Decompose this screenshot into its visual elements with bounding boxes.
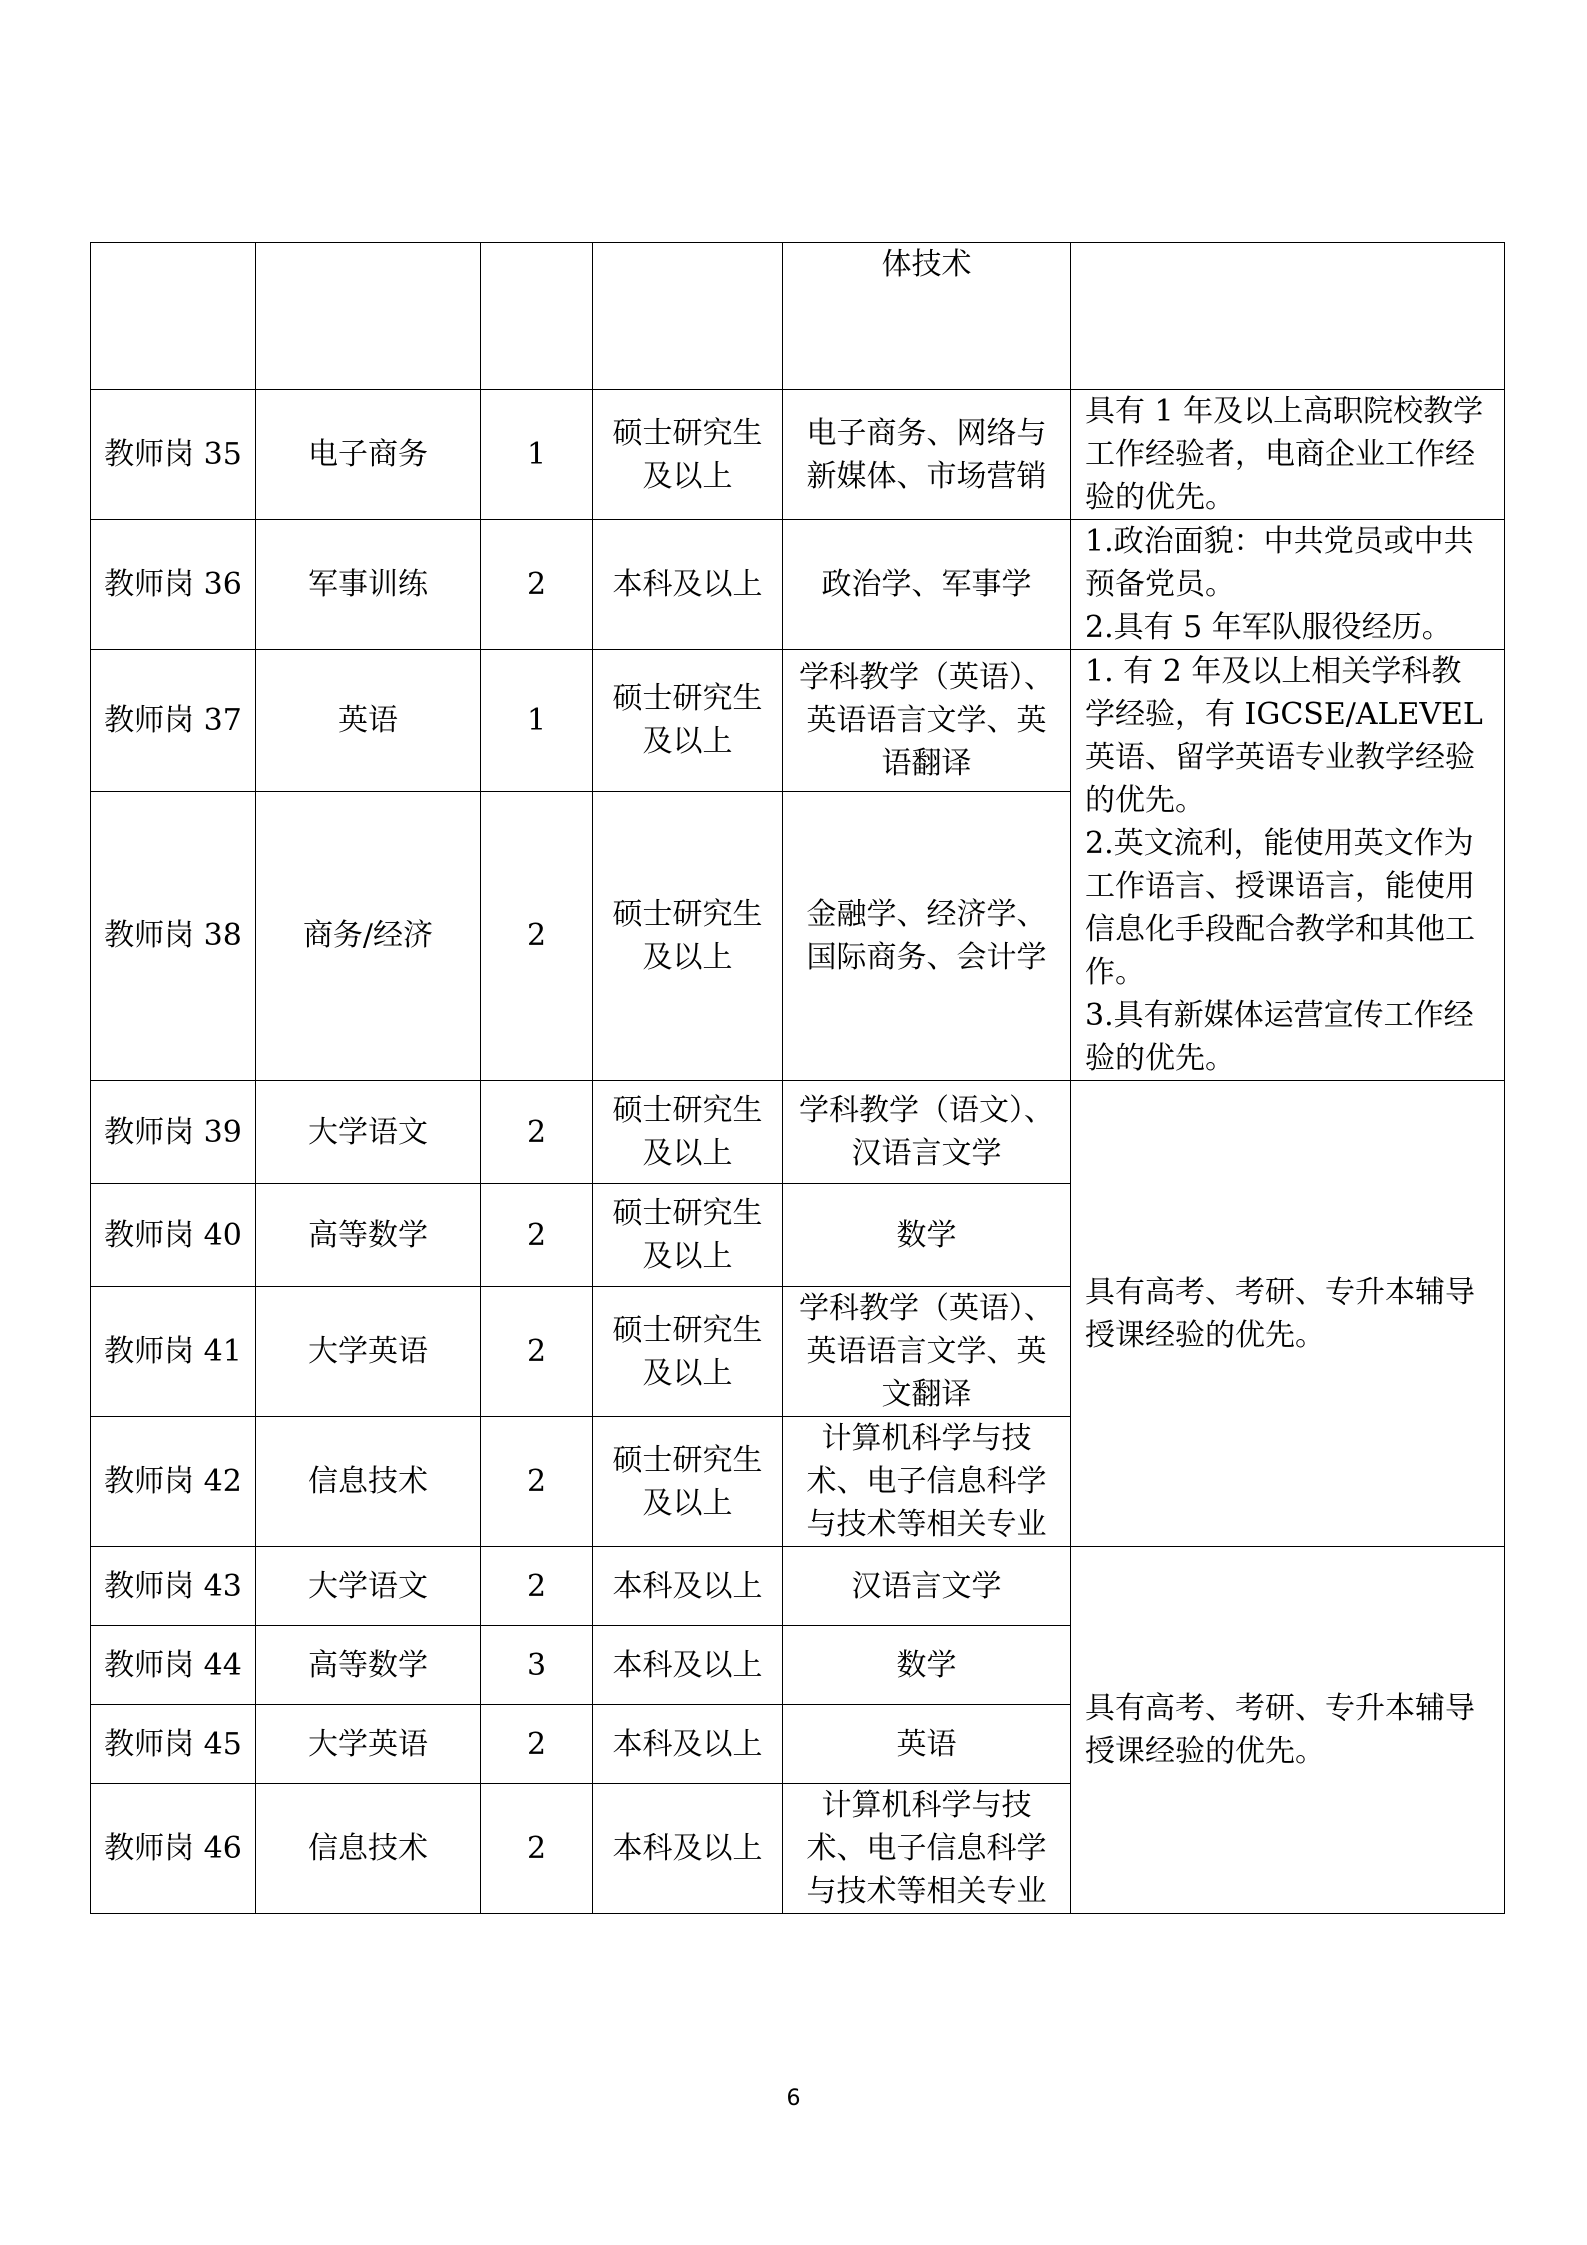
count-cell: 1	[481, 390, 593, 520]
education-cell: 本科及以上	[593, 1705, 783, 1784]
education-cell: 本科及以上	[593, 1784, 783, 1914]
count-cell: 2	[481, 1705, 593, 1784]
requirement-cell	[1071, 243, 1505, 390]
major-cell: 电子商务、网络与新媒体、市场营销	[783, 390, 1071, 520]
count-cell: 2	[481, 1081, 593, 1184]
course-cell: 大学英语	[256, 1705, 481, 1784]
post-cell: 教师岗 38	[91, 791, 256, 1080]
education-cell: 硕士研究生及以上	[593, 1417, 783, 1547]
post-cell: 教师岗 46	[91, 1784, 256, 1914]
education-cell: 本科及以上	[593, 1547, 783, 1626]
education-cell: 硕士研究生及以上	[593, 390, 783, 520]
education-cell: 硕士研究生及以上	[593, 1184, 783, 1287]
requirement-cell	[1071, 650, 1505, 1081]
requirement-cell: 具有 1 年及以上高职院校教学工作经验者，电商企业工作经验的优先。	[1071, 390, 1505, 520]
major-cell: 政治学、军事学	[783, 520, 1071, 650]
education-cell: 本科及以上	[593, 520, 783, 650]
post-cell: 教师岗 45	[91, 1705, 256, 1784]
major-cell: 学科教学（语文）、汉语言文学	[783, 1081, 1071, 1184]
count-cell: 2	[481, 1547, 593, 1626]
requirement-line: 2.英文流利，能使用英文作为工作语言、授课语言，能使用信息化手段配合教学和其他工作。	[1085, 826, 1475, 990]
course-cell: 英语	[256, 650, 481, 792]
major-cell: 汉语言文学	[783, 1547, 1071, 1626]
page-number: 6	[786, 2086, 801, 2111]
course-cell: 信息技术	[256, 1417, 481, 1547]
requirement-line: 3.具有新媒体运营宣传工作经验的优先。	[1085, 998, 1474, 1076]
recruitment-table	[90, 242, 1505, 1914]
education-cell: 本科及以上	[593, 1626, 783, 1705]
major-cell: 英语	[783, 1705, 1071, 1784]
post-cell: 教师岗 42	[91, 1417, 256, 1547]
table-row	[91, 390, 1505, 520]
course-cell: 电子商务	[256, 390, 481, 520]
post-cell: 教师岗 37	[91, 650, 256, 792]
count-cell: 3	[481, 1626, 593, 1705]
education-cell: 硕士研究生及以上	[593, 1287, 783, 1417]
course-cell: 信息技术	[256, 1784, 481, 1914]
course-cell: 高等数学	[256, 1626, 481, 1705]
major-cell: 计算机科学与技术、电子信息科学与技术等相关专业	[783, 1417, 1071, 1547]
course-cell: 大学语文	[256, 1081, 481, 1184]
course-cell	[256, 243, 481, 390]
requirement-cell: 具有高考、考研、专升本辅导授课经验的优先。	[1071, 1081, 1505, 1547]
course-cell: 大学英语	[256, 1287, 481, 1417]
table-row	[91, 1081, 1505, 1184]
count-cell: 2	[481, 791, 593, 1080]
requirement-line: 1.政治面貌：中共党员或中共预备党员。	[1085, 524, 1474, 602]
post-cell: 教师岗 43	[91, 1547, 256, 1626]
education-cell	[593, 243, 783, 390]
major-cell: 金融学、经济学、国际商务、会计学	[783, 791, 1071, 1080]
post-cell: 教师岗 41	[91, 1287, 256, 1417]
requirement-line: 2.具有 5 年军队服役经历。	[1085, 610, 1452, 645]
requirement-line: 1. 有 2 年及以上相关学科教学经验，有 IGCSE/ALEVEL 英语、留学英语专业教学经验的优先。	[1085, 654, 1483, 818]
count-cell: 1	[481, 650, 593, 792]
post-cell: 教师岗 35	[91, 390, 256, 520]
table-row	[91, 243, 1505, 390]
major-cell: 计算机科学与技术、电子信息科学与技术等相关专业	[783, 1784, 1071, 1914]
requirement-cell: 具有高考、考研、专升本辅导授课经验的优先。	[1071, 1547, 1505, 1914]
table-row	[91, 1547, 1505, 1626]
post-cell: 教师岗 40	[91, 1184, 256, 1287]
table-row	[91, 520, 1505, 650]
post-cell: 教师岗 36	[91, 520, 256, 650]
course-cell: 军事训练	[256, 520, 481, 650]
post-cell: 教师岗 39	[91, 1081, 256, 1184]
education-cell: 硕士研究生及以上	[593, 1081, 783, 1184]
course-cell: 高等数学	[256, 1184, 481, 1287]
course-cell: 大学语文	[256, 1547, 481, 1626]
major-cell: 数学	[783, 1626, 1071, 1705]
post-cell	[91, 243, 256, 390]
education-cell: 硕士研究生及以上	[593, 791, 783, 1080]
major-cell: 学科教学（英语）、英语语言文学、英语翻译	[783, 650, 1071, 792]
count-cell: 2	[481, 1784, 593, 1914]
count-cell: 2	[481, 520, 593, 650]
major-cell: 体技术	[783, 243, 1071, 390]
major-cell: 学科教学（英语）、英语语言文学、英文翻译	[783, 1287, 1071, 1417]
major-cell: 数学	[783, 1184, 1071, 1287]
course-cell: 商务/经济	[256, 791, 481, 1080]
count-cell: 2	[481, 1417, 593, 1547]
table-row	[91, 650, 1505, 792]
requirement-cell	[1071, 520, 1505, 650]
education-cell: 硕士研究生及以上	[593, 650, 783, 792]
post-cell: 教师岗 44	[91, 1626, 256, 1705]
count-cell	[481, 243, 593, 390]
count-cell: 2	[481, 1184, 593, 1287]
count-cell: 2	[481, 1287, 593, 1417]
